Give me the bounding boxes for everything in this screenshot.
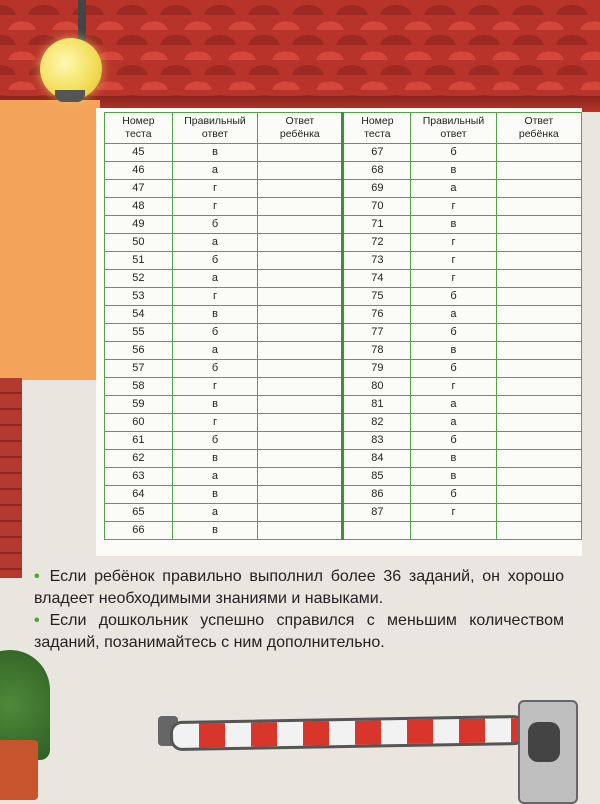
test-number-cell: 55 <box>105 324 173 342</box>
correct-answer-cell: б <box>172 432 257 450</box>
correct-answer-cell: а <box>172 342 257 360</box>
test-number-cell: 82 <box>343 414 411 432</box>
table-row <box>105 180 582 198</box>
correct-answer-cell: г <box>172 414 257 432</box>
correct-answer-cell: а <box>172 270 257 288</box>
note-item <box>34 610 564 654</box>
child-answer-cell <box>496 324 581 342</box>
correct-answer-cell: в <box>411 450 496 468</box>
table-row <box>105 468 582 486</box>
brick-pillar <box>0 378 22 578</box>
lamp-cap <box>55 90 85 102</box>
child-answer-cell <box>258 504 343 522</box>
correct-answer-cell: г <box>411 252 496 270</box>
child-answer-cell <box>258 342 343 360</box>
correct-answer-cell: в <box>411 342 496 360</box>
barrier-knob <box>528 722 560 762</box>
correct-answer-cell: г <box>411 504 496 522</box>
table-row <box>105 288 582 306</box>
test-number-cell: 77 <box>343 324 411 342</box>
child-answer-cell <box>258 360 343 378</box>
correct-answer-cell: а <box>172 162 257 180</box>
child-answer-cell <box>258 378 343 396</box>
test-number-cell: 85 <box>343 468 411 486</box>
correct-answer-cell: в <box>411 162 496 180</box>
table-row <box>105 270 582 288</box>
child-answer-cell <box>496 342 581 360</box>
correct-answer-cell <box>411 522 496 540</box>
table-row <box>105 414 582 432</box>
header-child-answer-2: Ответ ребёнка <box>496 113 581 144</box>
test-number-cell: 73 <box>343 252 411 270</box>
correct-answer-cell: б <box>172 324 257 342</box>
table-row <box>105 378 582 396</box>
child-answer-cell <box>258 234 343 252</box>
correct-answer-cell: г <box>172 198 257 216</box>
child-answer-cell <box>496 306 581 324</box>
test-number-cell: 83 <box>343 432 411 450</box>
test-number-cell: 74 <box>343 270 411 288</box>
test-number-cell: 78 <box>343 342 411 360</box>
table-row <box>105 396 582 414</box>
correct-answer-cell: б <box>172 360 257 378</box>
child-answer-cell <box>496 252 581 270</box>
test-number-cell: 49 <box>105 216 173 234</box>
child-answer-cell <box>496 396 581 414</box>
test-number-cell: 51 <box>105 252 173 270</box>
test-number-cell: 52 <box>105 270 173 288</box>
correct-answer-cell: а <box>172 234 257 252</box>
child-answer-cell <box>258 252 343 270</box>
correct-answer-cell: г <box>411 270 496 288</box>
child-answer-cell <box>496 162 581 180</box>
correct-answer-cell: в <box>172 306 257 324</box>
answer-table-card <box>96 108 582 556</box>
correct-answer-cell: в <box>411 468 496 486</box>
child-answer-cell <box>258 270 343 288</box>
table-row <box>105 504 582 522</box>
child-answer-cell <box>258 396 343 414</box>
correct-answer-cell: в <box>172 522 257 540</box>
child-answer-cell <box>496 180 581 198</box>
flower-pot-illustration <box>0 740 38 800</box>
test-number-cell: 79 <box>343 360 411 378</box>
test-number-cell: 60 <box>105 414 173 432</box>
correct-answer-cell: б <box>411 144 496 162</box>
correct-answer-cell: б <box>411 486 496 504</box>
table-row <box>105 234 582 252</box>
child-answer-cell <box>258 288 343 306</box>
child-answer-cell <box>258 432 343 450</box>
child-answer-cell <box>496 504 581 522</box>
test-number-cell: 56 <box>105 342 173 360</box>
test-number-cell: 54 <box>105 306 173 324</box>
child-answer-cell <box>258 468 343 486</box>
correct-answer-cell: б <box>411 324 496 342</box>
child-answer-cell <box>258 450 343 468</box>
correct-answer-cell: в <box>172 486 257 504</box>
table-row <box>105 450 582 468</box>
test-number-cell: 48 <box>105 198 173 216</box>
child-answer-cell <box>258 522 343 540</box>
test-number-cell: 63 <box>105 468 173 486</box>
test-number-cell: 87 <box>343 504 411 522</box>
child-answer-cell <box>258 216 343 234</box>
test-number-cell: 57 <box>105 360 173 378</box>
table-row <box>105 324 582 342</box>
header-test-number: Номер теста <box>105 113 173 144</box>
correct-answer-cell: г <box>411 198 496 216</box>
test-number-cell: 53 <box>105 288 173 306</box>
correct-answer-cell: г <box>172 378 257 396</box>
test-number-cell: 75 <box>343 288 411 306</box>
table-row <box>105 162 582 180</box>
child-answer-cell <box>496 234 581 252</box>
correct-answer-cell: а <box>172 468 257 486</box>
child-answer-cell <box>258 324 343 342</box>
correct-answer-cell: а <box>411 180 496 198</box>
test-number-cell: 66 <box>105 522 173 540</box>
child-answer-cell <box>496 378 581 396</box>
child-answer-cell <box>496 486 581 504</box>
child-answer-cell <box>258 162 343 180</box>
test-number-cell: 65 <box>105 504 173 522</box>
child-answer-cell <box>258 180 343 198</box>
correct-answer-cell: а <box>411 306 496 324</box>
test-number-cell: 68 <box>343 162 411 180</box>
child-answer-cell <box>258 198 343 216</box>
table-row <box>105 360 582 378</box>
table-row <box>105 198 582 216</box>
correct-answer-cell: в <box>172 396 257 414</box>
test-number-cell: 46 <box>105 162 173 180</box>
note-text: Если дошкольник успешно справился с меньшим количеством заданий, позанимайтесь с ним дополнительно. <box>34 612 564 651</box>
test-number-cell: 72 <box>343 234 411 252</box>
header-correct-answer: Правильный ответ <box>172 113 257 144</box>
correct-answer-cell: г <box>172 180 257 198</box>
test-number-cell: 70 <box>343 198 411 216</box>
child-answer-cell <box>496 432 581 450</box>
test-number-cell: 84 <box>343 450 411 468</box>
test-number-cell: 80 <box>343 378 411 396</box>
header-correct-answer-2: Правильный ответ <box>411 113 496 144</box>
correct-answer-cell: г <box>411 378 496 396</box>
test-number-cell: 59 <box>105 396 173 414</box>
table-row <box>105 486 582 504</box>
note-text: Если ребёнок правильно выполнил более 36 заданий, он хорошо владеет необходимыми знаниями и навыками. <box>34 568 564 607</box>
child-answer-cell <box>496 144 581 162</box>
child-answer-cell <box>258 144 343 162</box>
child-answer-cell <box>258 306 343 324</box>
lamp-pole <box>78 0 86 42</box>
correct-answer-cell: а <box>172 504 257 522</box>
correct-answer-cell: а <box>411 414 496 432</box>
child-answer-cell <box>496 360 581 378</box>
test-number-cell: 61 <box>105 432 173 450</box>
table-row <box>105 216 582 234</box>
child-answer-cell <box>496 288 581 306</box>
correct-answer-cell: в <box>411 216 496 234</box>
child-answer-cell <box>496 522 581 540</box>
test-number-cell: 67 <box>343 144 411 162</box>
table-row <box>105 522 582 540</box>
test-number-cell: 47 <box>105 180 173 198</box>
test-number-cell <box>343 522 411 540</box>
table-row <box>105 252 582 270</box>
header-test-number-2: Номер теста <box>343 113 411 144</box>
test-number-cell: 50 <box>105 234 173 252</box>
bullet-icon: • <box>34 612 40 629</box>
correct-answer-cell: в <box>172 144 257 162</box>
bullet-icon: • <box>34 568 40 585</box>
correct-answer-cell: б <box>411 288 496 306</box>
child-answer-cell <box>496 468 581 486</box>
child-answer-cell <box>258 486 343 504</box>
child-answer-cell <box>496 216 581 234</box>
test-number-cell: 86 <box>343 486 411 504</box>
correct-answer-cell: б <box>172 216 257 234</box>
test-number-cell: 45 <box>105 144 173 162</box>
correct-answer-cell: б <box>411 432 496 450</box>
test-number-cell: 62 <box>105 450 173 468</box>
correct-answer-cell: б <box>411 360 496 378</box>
correct-answer-cell: б <box>172 252 257 270</box>
test-number-cell: 76 <box>343 306 411 324</box>
child-answer-cell <box>496 450 581 468</box>
table-row <box>105 432 582 450</box>
table-row <box>105 342 582 360</box>
barrier-arm-illustration <box>170 715 526 751</box>
child-answer-cell <box>258 414 343 432</box>
child-answer-cell <box>496 198 581 216</box>
correct-answer-cell: а <box>411 396 496 414</box>
notes <box>34 566 564 654</box>
correct-answer-cell: г <box>172 288 257 306</box>
table-row <box>105 144 582 162</box>
child-answer-cell <box>496 270 581 288</box>
correct-answer-cell: в <box>172 450 257 468</box>
note-item <box>34 566 564 610</box>
table-row <box>105 306 582 324</box>
wall-illustration <box>0 100 100 380</box>
test-number-cell: 58 <box>105 378 173 396</box>
test-number-cell: 69 <box>343 180 411 198</box>
child-answer-cell <box>496 414 581 432</box>
answer-table <box>104 112 582 540</box>
test-number-cell: 81 <box>343 396 411 414</box>
test-number-cell: 64 <box>105 486 173 504</box>
table-header-row <box>105 113 582 144</box>
correct-answer-cell: г <box>411 234 496 252</box>
test-number-cell: 71 <box>343 216 411 234</box>
header-child-answer: Ответ ребёнка <box>258 113 343 144</box>
